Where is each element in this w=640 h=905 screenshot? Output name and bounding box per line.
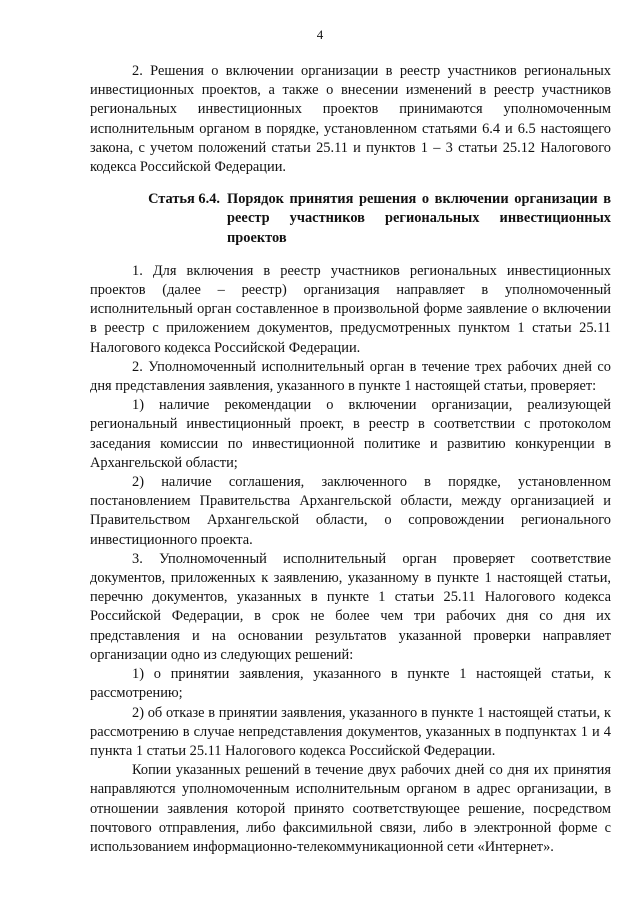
paragraph-subitem-3-1: 1) о принятии заявления, указанного в пункте 1 настоящей статьи, к рассмотрению;	[90, 666, 611, 702]
document-body	[90, 62, 611, 857]
paragraph-item-2: 2. Уполномоченный исполнительный орган в течение трех рабочих дней со дня представления заявления, указанного в пункте 1 настоящей статьи, проверяет:	[90, 358, 611, 395]
paragraph-item-1: 1. Для включения в реестр участников региональных инвестиционных проектов (далее – реестр) организация направляет в уполномоченный исполнительный орган составленное в произвольной форме заявление о включении в реестр с приложением документов, предусмотренных пунктом 1 статьи 25.11 Налогового кодекса Российской Федерации.	[90, 262, 611, 356]
paragraph-item-3: 3. Уполномоченный исполнительный орган проверяет соответствие документов, приложенных к заявлению, указанному в пункте 1 настоящей статьи, перечню документов, указанных в пункте 1 статьи 25.11 Налогового кодекса Российской Федерации, в срок не более чем три рабочих дня со дня их представления и на основании результатов указанной проверки направляет организации одно из следующих решений:	[90, 550, 611, 663]
article-heading	[90, 190, 611, 248]
paragraph-subitem-2-1: 1) наличие рекомендации о включении организации, реализующей региональный инвестиционный проект, в реестр в соответствии с протоколом заседания комиссии по инвестиционной политике и развитию конкуренции в Архангельской области;	[90, 397, 611, 471]
page-number: 4	[316, 27, 324, 42]
article-title: Порядок принятия решения о включении организации в реестр участников региональных инвестиционных проектов	[227, 191, 611, 246]
article-number: Статья 6.4.	[148, 191, 220, 208]
paragraph-subitem-2-2: 2) наличие соглашения, заключенного в порядке, установленном постановлением Правительства Архангельской области, между организацией и Правительством Архангельской области, о сопровождении регионального инвестиционного проекта.	[90, 474, 611, 548]
paragraph-decisions: 2. Решения о включении организации в реестр участников региональных инвестиционных проектов, а также о внесении изменений в реестр участников региональных инвестиционных проектов принимаются уполномоченным исполнительным органом в порядке, установленном статьями 6.4 и 6.5 настоящего закона, с учетом положений статьи 25.11 и пунктов 1 – 3 статьи 25.12 Налогового кодекса Российской Федерации.	[90, 63, 611, 176]
paragraph-copies: Копии указанных решений в течение двух рабочих дней со дня их принятия направляются уполномоченным исполнительным органом в адрес организации, в отношении заявления которой принято соответствующее решение, посредством почтового отправления, либо факсимильной связи, либо в электронной форме с использованием информационно-телекоммуникационной сети «Интернет».	[90, 762, 611, 855]
paragraph-subitem-3-2: 2) об отказе в принятии заявления, указанного в пункте 1 настоящей статьи, к рассмотрению в случае непредставления документов, указанных в подпунктах 1 и 4 пункта 1 статьи 25.11 Налогового кодекса Российской Федерации.	[90, 704, 611, 759]
